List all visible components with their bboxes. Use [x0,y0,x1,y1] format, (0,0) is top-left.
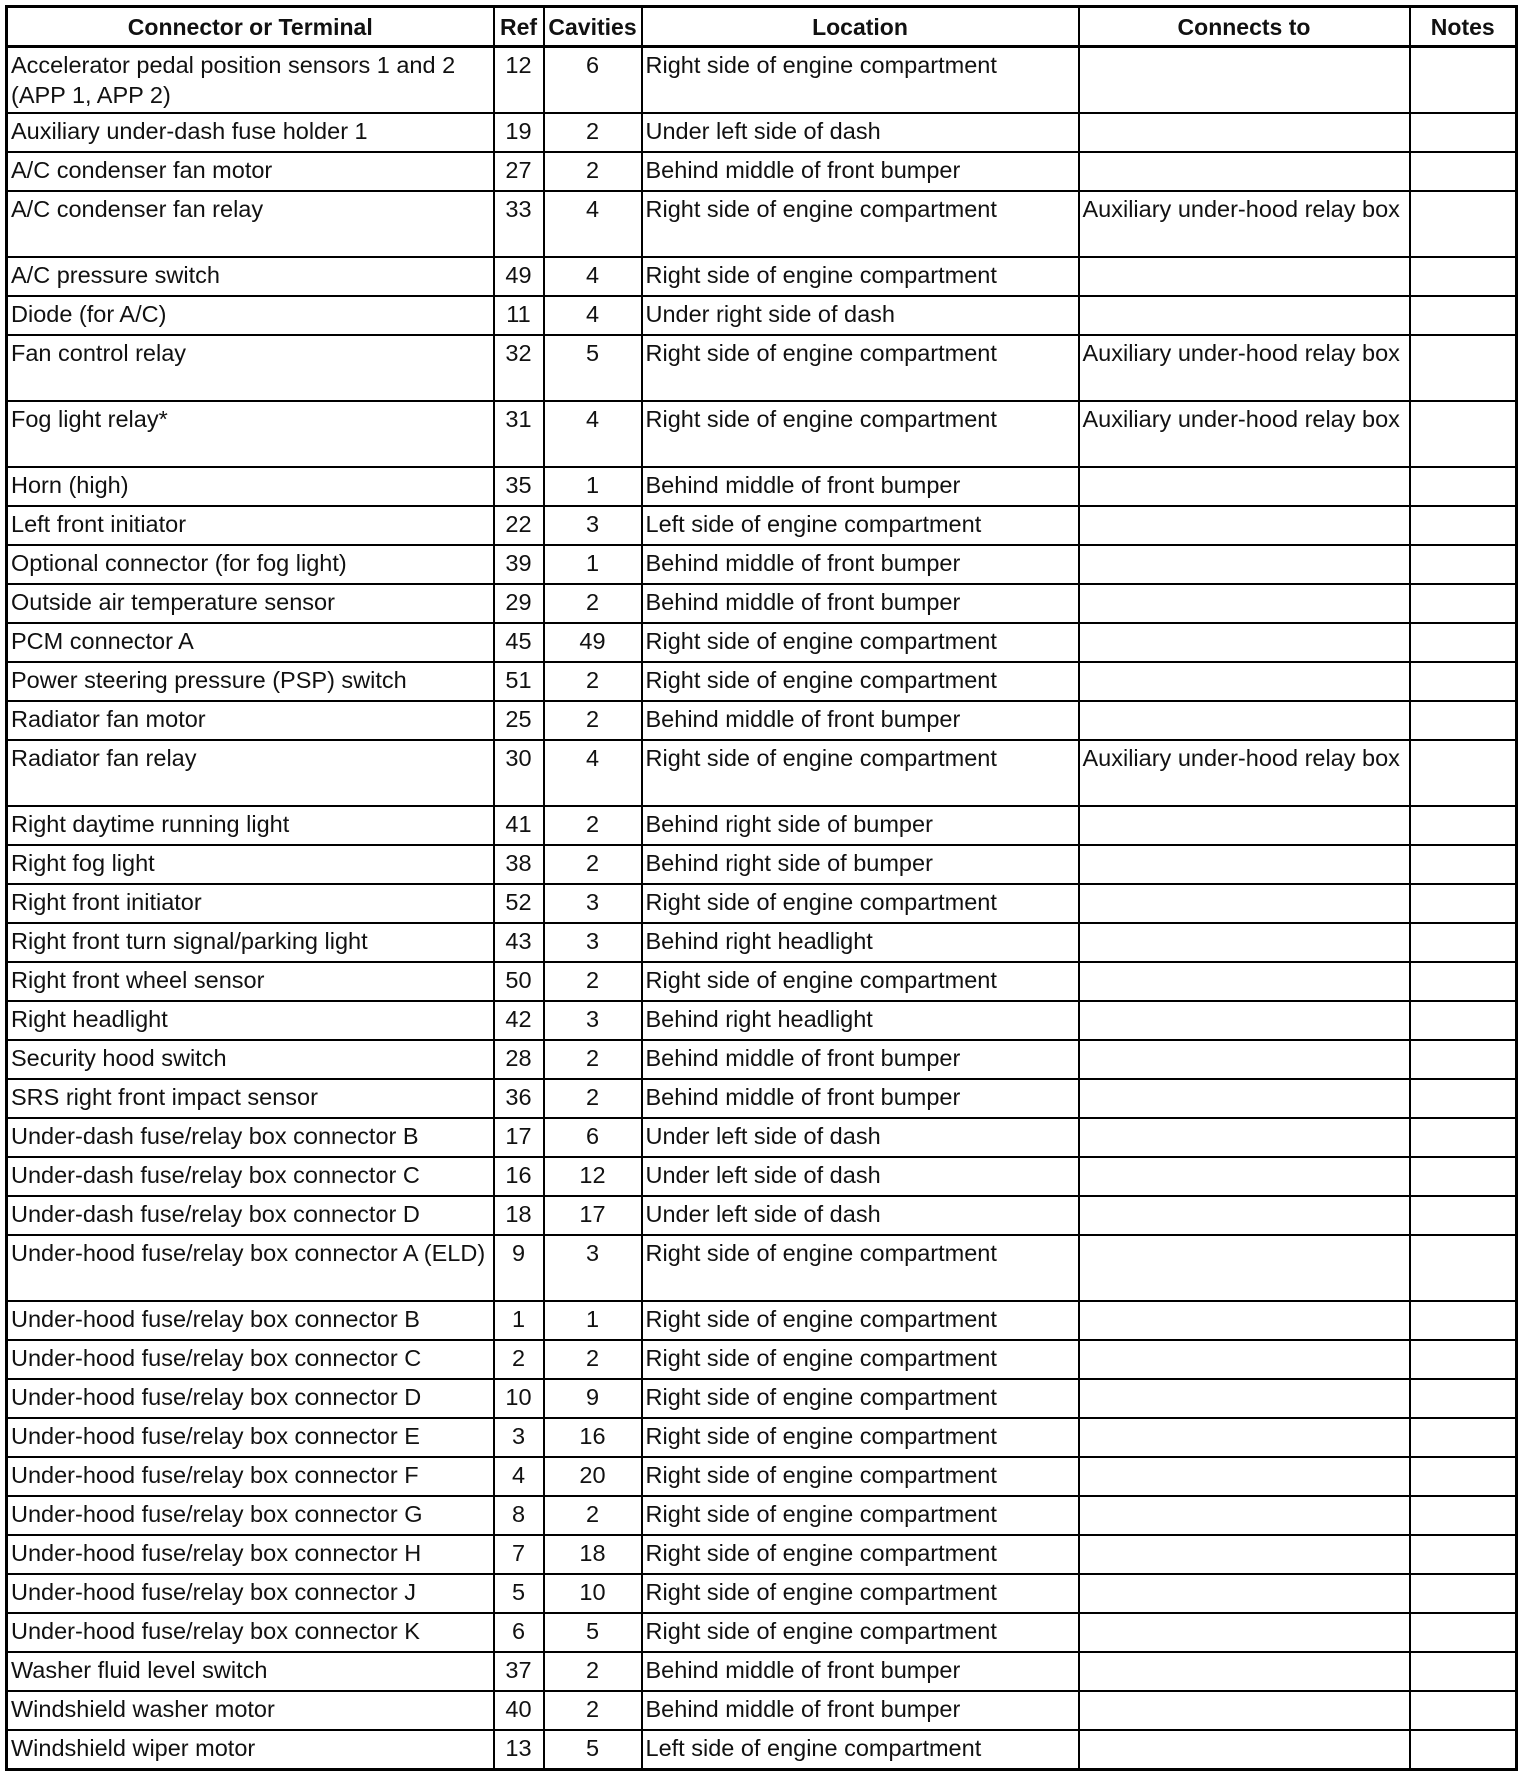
cell-ref: 22 [494,506,544,545]
cell-ref: 52 [494,884,544,923]
cell-cavities: 1 [544,1301,642,1340]
cell-notes [1410,1079,1517,1118]
cell-connector: Right front initiator [7,884,494,923]
cell-location: Behind middle of front bumper [642,467,1079,506]
cell-cavities: 2 [544,152,642,191]
table-row [7,1574,1517,1613]
cell-connector: A/C condenser fan motor [7,152,494,191]
cell-connects-to: Auxiliary under-hood relay box [1079,401,1410,467]
table-row [7,701,1517,740]
cell-notes [1410,1691,1517,1730]
cell-location: Right side of engine compartment [642,962,1079,1001]
cell-connects-to [1079,1496,1410,1535]
cell-location: Behind middle of front bumper [642,1040,1079,1079]
header-notes: Notes [1410,7,1517,47]
table-row [7,1118,1517,1157]
cell-connects-to: Auxiliary under-hood relay box [1079,191,1410,257]
cell-connects-to [1079,662,1410,701]
cell-connects-to [1079,1574,1410,1613]
table-row [7,623,1517,662]
cell-cavities: 4 [544,740,642,806]
cell-connects-to [1079,806,1410,845]
cell-cavities: 9 [544,1379,642,1418]
cell-connector: Right fog light [7,845,494,884]
cell-ref: 41 [494,806,544,845]
cell-cavities: 2 [544,845,642,884]
cell-connector: Left front initiator [7,506,494,545]
table-row [7,1196,1517,1235]
cell-connects-to [1079,1079,1410,1118]
cell-location: Behind middle of front bumper [642,1652,1079,1691]
cell-ref: 2 [494,1340,544,1379]
table-row [7,806,1517,845]
connector-table-wrapper [5,5,1518,1771]
cell-cavities: 4 [544,257,642,296]
cell-cavities: 17 [544,1196,642,1235]
cell-ref: 25 [494,701,544,740]
cell-connector: Right headlight [7,1001,494,1040]
cell-connector: Under-hood fuse/relay box connector C [7,1340,494,1379]
cell-location: Right side of engine compartment [642,191,1079,257]
cell-notes [1410,1157,1517,1196]
cell-connects-to [1079,962,1410,1001]
table-row [7,467,1517,506]
cell-connector: Security hood switch [7,1040,494,1079]
table-row [7,47,1517,114]
cell-cavities: 49 [544,623,642,662]
cell-cavities: 2 [544,1340,642,1379]
table-row [7,1418,1517,1457]
cell-connector: Radiator fan relay [7,740,494,806]
header-ref: Ref [494,7,544,47]
cell-ref: 38 [494,845,544,884]
cell-cavities: 2 [544,962,642,1001]
cell-ref: 1 [494,1301,544,1340]
table-row [7,335,1517,401]
cell-notes [1410,1118,1517,1157]
cell-notes [1410,1340,1517,1379]
cell-notes [1410,545,1517,584]
table-row [7,1001,1517,1040]
table-row [7,113,1517,152]
table-row [7,1157,1517,1196]
cell-connector: Horn (high) [7,467,494,506]
cell-cavities: 18 [544,1535,642,1574]
cell-location: Right side of engine compartment [642,335,1079,401]
cell-location: Right side of engine compartment [642,1613,1079,1652]
cell-ref: 45 [494,623,544,662]
cell-ref: 50 [494,962,544,1001]
cell-connects-to [1079,113,1410,152]
table-row [7,152,1517,191]
cell-connector: Power steering pressure (PSP) switch [7,662,494,701]
cell-notes [1410,1001,1517,1040]
cell-connects-to [1079,701,1410,740]
cell-ref: 27 [494,152,544,191]
cell-location: Behind middle of front bumper [642,701,1079,740]
cell-connector: Under-dash fuse/relay box connector D [7,1196,494,1235]
cell-connects-to [1079,884,1410,923]
cell-ref: 39 [494,545,544,584]
cell-notes [1410,1652,1517,1691]
cell-location: Behind middle of front bumper [642,152,1079,191]
cell-connects-to [1079,845,1410,884]
cell-connects-to [1079,1340,1410,1379]
cell-connects-to [1079,1301,1410,1340]
cell-connector: Radiator fan motor [7,701,494,740]
cell-notes [1410,884,1517,923]
cell-ref: 28 [494,1040,544,1079]
table-row [7,584,1517,623]
connector-table [5,5,1518,1771]
table-row [7,1235,1517,1301]
cell-notes [1410,740,1517,806]
cell-notes [1410,845,1517,884]
cell-connects-to [1079,152,1410,191]
table-row [7,1379,1517,1418]
cell-connects-to [1079,1535,1410,1574]
cell-location: Right side of engine compartment [642,1235,1079,1301]
cell-connector: Diode (for A/C) [7,296,494,335]
table-row [7,545,1517,584]
cell-connects-to [1079,1730,1410,1770]
cell-cavities: 10 [544,1574,642,1613]
cell-connector: Right front turn signal/parking light [7,923,494,962]
table-body [7,47,1517,1770]
cell-ref: 35 [494,467,544,506]
cell-connects-to [1079,545,1410,584]
cell-connector: Right front wheel sensor [7,962,494,1001]
cell-connector: A/C condenser fan relay [7,191,494,257]
cell-ref: 49 [494,257,544,296]
table-row [7,1457,1517,1496]
cell-connector: Fog light relay* [7,401,494,467]
cell-notes [1410,584,1517,623]
cell-ref: 33 [494,191,544,257]
cell-notes [1410,662,1517,701]
cell-cavities: 4 [544,401,642,467]
cell-connector: Windshield washer motor [7,1691,494,1730]
cell-connects-to [1079,1691,1410,1730]
cell-connector: Optional connector (for fog light) [7,545,494,584]
cell-connects-to [1079,923,1410,962]
cell-location: Under left side of dash [642,1157,1079,1196]
cell-connects-to [1079,1418,1410,1457]
header-location: Location [642,7,1079,47]
cell-connector: Windshield wiper motor [7,1730,494,1770]
cell-ref: 29 [494,584,544,623]
cell-ref: 32 [494,335,544,401]
cell-location: Behind middle of front bumper [642,545,1079,584]
header-connector: Connector or Terminal [7,7,494,47]
table-row [7,662,1517,701]
cell-notes [1410,467,1517,506]
cell-connects-to [1079,1196,1410,1235]
cell-notes [1410,296,1517,335]
cell-notes [1410,113,1517,152]
cell-notes [1410,806,1517,845]
cell-location: Right side of engine compartment [642,257,1079,296]
cell-ref: 42 [494,1001,544,1040]
cell-notes [1410,701,1517,740]
cell-ref: 5 [494,1574,544,1613]
cell-connects-to [1079,1379,1410,1418]
cell-cavities: 2 [544,1079,642,1118]
cell-notes [1410,1235,1517,1301]
table-row [7,191,1517,257]
cell-notes [1410,623,1517,662]
cell-connector: Under-hood fuse/relay box connector F [7,1457,494,1496]
cell-connector: Under-hood fuse/relay box connector E [7,1418,494,1457]
cell-location: Right side of engine compartment [642,884,1079,923]
cell-connector: PCM connector A [7,623,494,662]
cell-cavities: 2 [544,1496,642,1535]
cell-ref: 18 [494,1196,544,1235]
table-row [7,1340,1517,1379]
cell-connector: Under-dash fuse/relay box connector C [7,1157,494,1196]
table-row [7,401,1517,467]
cell-connects-to [1079,1457,1410,1496]
cell-location: Right side of engine compartment [642,1574,1079,1613]
table-row [7,1652,1517,1691]
cell-cavities: 3 [544,1001,642,1040]
cell-connects-to [1079,296,1410,335]
cell-location: Right side of engine compartment [642,1379,1079,1418]
table-row [7,1496,1517,1535]
cell-notes [1410,1379,1517,1418]
cell-location: Under left side of dash [642,113,1079,152]
cell-connects-to [1079,584,1410,623]
cell-location: Behind middle of front bumper [642,584,1079,623]
cell-cavities: 2 [544,1691,642,1730]
table-row [7,1613,1517,1652]
cell-location: Right side of engine compartment [642,1418,1079,1457]
table-row [7,296,1517,335]
cell-connector: A/C pressure switch [7,257,494,296]
cell-ref: 37 [494,1652,544,1691]
cell-connector: Under-hood fuse/relay box connector D [7,1379,494,1418]
cell-cavities: 3 [544,884,642,923]
cell-ref: 9 [494,1235,544,1301]
table-row [7,1079,1517,1118]
cell-cavities: 2 [544,1040,642,1079]
cell-location: Right side of engine compartment [642,401,1079,467]
cell-connects-to [1079,1235,1410,1301]
cell-cavities: 1 [544,545,642,584]
cell-location: Right side of engine compartment [642,1301,1079,1340]
table-header [7,7,1517,47]
table-row [7,1535,1517,1574]
cell-connects-to [1079,506,1410,545]
header-row [7,7,1517,47]
cell-ref: 8 [494,1496,544,1535]
cell-ref: 13 [494,1730,544,1770]
cell-cavities: 2 [544,113,642,152]
cell-location: Behind right side of bumper [642,845,1079,884]
cell-cavities: 16 [544,1418,642,1457]
cell-notes [1410,1040,1517,1079]
cell-ref: 51 [494,662,544,701]
cell-location: Left side of engine compartment [642,506,1079,545]
cell-notes [1410,191,1517,257]
cell-connector: Right daytime running light [7,806,494,845]
cell-notes [1410,257,1517,296]
cell-connects-to [1079,47,1410,114]
cell-connector: Under-hood fuse/relay box connector A (ELD) [7,1235,494,1301]
table-row [7,1730,1517,1770]
cell-ref: 43 [494,923,544,962]
cell-location: Right side of engine compartment [642,1496,1079,1535]
table-row [7,884,1517,923]
cell-connector: Outside air temperature sensor [7,584,494,623]
cell-location: Right side of engine compartment [642,623,1079,662]
cell-location: Right side of engine compartment [642,740,1079,806]
cell-ref: 19 [494,113,544,152]
cell-connector: SRS right front impact sensor [7,1079,494,1118]
cell-ref: 6 [494,1613,544,1652]
cell-cavities: 2 [544,662,642,701]
cell-connects-to [1079,1652,1410,1691]
cell-connector: Accelerator pedal position sensors 1 and 2 (APP 1, APP 2) [7,47,494,114]
cell-notes [1410,506,1517,545]
cell-connector: Fan control relay [7,335,494,401]
cell-notes [1410,335,1517,401]
cell-notes [1410,923,1517,962]
cell-cavities: 12 [544,1157,642,1196]
cell-connector: Under-hood fuse/relay box connector G [7,1496,494,1535]
cell-connector: Under-hood fuse/relay box connector B [7,1301,494,1340]
cell-location: Behind right side of bumper [642,806,1079,845]
cell-ref: 40 [494,1691,544,1730]
cell-connector: Auxiliary under-dash fuse holder 1 [7,113,494,152]
cell-connects-to [1079,1613,1410,1652]
cell-connects-to [1079,1001,1410,1040]
header-cavities: Cavities [544,7,642,47]
cell-ref: 16 [494,1157,544,1196]
cell-connector: Under-hood fuse/relay box connector J [7,1574,494,1613]
cell-location: Behind right headlight [642,923,1079,962]
cell-ref: 4 [494,1457,544,1496]
cell-cavities: 4 [544,296,642,335]
cell-ref: 3 [494,1418,544,1457]
cell-location: Behind middle of front bumper [642,1079,1079,1118]
cell-ref: 10 [494,1379,544,1418]
cell-ref: 7 [494,1535,544,1574]
cell-cavities: 6 [544,47,642,114]
cell-connects-to [1079,623,1410,662]
cell-notes [1410,1457,1517,1496]
cell-notes [1410,1418,1517,1457]
cell-cavities: 5 [544,1613,642,1652]
cell-ref: 31 [494,401,544,467]
cell-cavities: 3 [544,506,642,545]
cell-connects-to [1079,257,1410,296]
cell-cavities: 3 [544,923,642,962]
cell-ref: 11 [494,296,544,335]
cell-cavities: 1 [544,467,642,506]
table-row [7,740,1517,806]
cell-notes [1410,1730,1517,1770]
cell-notes [1410,1196,1517,1235]
cell-cavities: 2 [544,701,642,740]
cell-connects-to [1079,1157,1410,1196]
cell-connects-to [1079,1040,1410,1079]
table-row [7,1691,1517,1730]
table-row [7,962,1517,1001]
cell-ref: 36 [494,1079,544,1118]
cell-notes [1410,47,1517,114]
cell-cavities: 2 [544,584,642,623]
cell-connects-to: Auxiliary under-hood relay box [1079,335,1410,401]
cell-location: Left side of engine compartment [642,1730,1079,1770]
cell-cavities: 4 [544,191,642,257]
cell-location: Under left side of dash [642,1196,1079,1235]
table-row [7,923,1517,962]
cell-cavities: 2 [544,1652,642,1691]
cell-connector: Washer fluid level switch [7,1652,494,1691]
cell-notes [1410,1301,1517,1340]
table-row [7,845,1517,884]
cell-location: Right side of engine compartment [642,1340,1079,1379]
cell-cavities: 3 [544,1235,642,1301]
cell-notes [1410,1496,1517,1535]
cell-notes [1410,1535,1517,1574]
cell-location: Under right side of dash [642,296,1079,335]
cell-ref: 30 [494,740,544,806]
cell-connects-to: Auxiliary under-hood relay box [1079,740,1410,806]
cell-notes [1410,401,1517,467]
header-connects-to: Connects to [1079,7,1410,47]
cell-notes [1410,1574,1517,1613]
cell-location: Right side of engine compartment [642,1457,1079,1496]
cell-cavities: 2 [544,806,642,845]
cell-notes [1410,1613,1517,1652]
cell-connects-to [1079,1118,1410,1157]
cell-connector: Under-hood fuse/relay box connector H [7,1535,494,1574]
cell-location: Behind middle of front bumper [642,1691,1079,1730]
table-row [7,257,1517,296]
table-row [7,506,1517,545]
table-row [7,1301,1517,1340]
cell-location: Right side of engine compartment [642,47,1079,114]
cell-cavities: 20 [544,1457,642,1496]
cell-connector: Under-dash fuse/relay box connector B [7,1118,494,1157]
cell-location: Behind right headlight [642,1001,1079,1040]
cell-connects-to [1079,467,1410,506]
cell-notes [1410,152,1517,191]
cell-ref: 12 [494,47,544,114]
cell-location: Right side of engine compartment [642,1535,1079,1574]
cell-cavities: 5 [544,335,642,401]
cell-notes [1410,962,1517,1001]
cell-connector: Under-hood fuse/relay box connector K [7,1613,494,1652]
cell-cavities: 6 [544,1118,642,1157]
cell-cavities: 5 [544,1730,642,1770]
cell-location: Under left side of dash [642,1118,1079,1157]
cell-location: Right side of engine compartment [642,662,1079,701]
table-row [7,1040,1517,1079]
cell-ref: 17 [494,1118,544,1157]
